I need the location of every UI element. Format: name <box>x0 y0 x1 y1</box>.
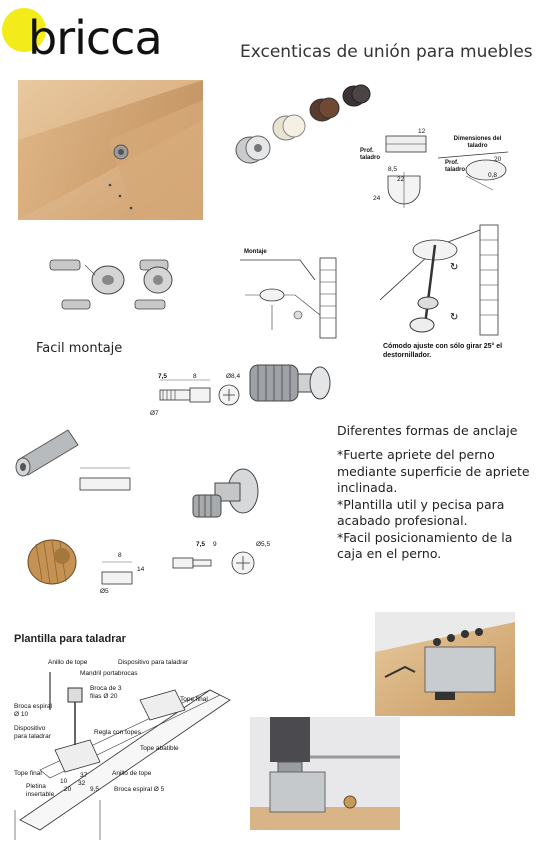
label-broca-3filas: Broca de 3 filas Ø 20 <box>90 685 122 700</box>
dim-bolt-9: 9 <box>213 541 217 548</box>
dim-bolt-diam-5-5: Ø5,5 <box>256 541 271 548</box>
dim-22: 22 <box>397 176 405 183</box>
expander-bolt <box>240 350 335 415</box>
dim-diam-7: Ø7 <box>150 410 159 417</box>
features-heading: Diferentes formas de anclaje <box>337 423 518 438</box>
brand-logo: bricca <box>28 11 162 65</box>
num-10: 10 <box>60 778 68 785</box>
dim-insert-14: 14 <box>137 566 145 573</box>
label-regla: Regla con topes <box>94 729 141 736</box>
num-37: 37 <box>80 772 88 779</box>
dim-8-5: 8,5 <box>388 166 398 173</box>
num-32: 32 <box>78 780 86 787</box>
label-montaje: Montaje <box>244 249 267 255</box>
dim-0-8: 0,8 <box>488 172 498 179</box>
label-broca-10: Broca espiral Ø 10 <box>14 703 52 718</box>
cam-brown <box>310 98 339 121</box>
montaje-drawing <box>240 250 340 340</box>
plantilla-title: Plantilla para taladrar <box>14 633 126 645</box>
label-anillo-tope-2: Anillo de tope <box>112 770 152 777</box>
label-tope-final-2: Tope final <box>14 770 42 777</box>
wood-panel-photo <box>18 80 203 220</box>
feature-item: *Plantilla util y pecisa para acabado profesional. <box>337 496 505 528</box>
page-title: Excenticas de unión para muebles <box>240 42 533 62</box>
parts-assembly <box>40 250 190 330</box>
eccentric-cams-colors <box>228 80 378 175</box>
feature-item: *Fuerte apriete del perno mediante superficie de apriete inclinada. <box>337 447 530 495</box>
jig-photo <box>375 612 515 716</box>
dim-insert-8: 8 <box>118 552 122 559</box>
plantilla-diagram <box>10 650 240 840</box>
label-tope-abatible: Tope abatible <box>140 745 179 752</box>
label-anillo-tope-1: Anillo de tope <box>48 659 88 666</box>
label-prof-taladro-1: Prof. taladro <box>360 148 381 161</box>
mushroom-bolt <box>185 465 265 535</box>
dim-bolt-7-5: 7,5 <box>196 541 206 548</box>
drill-photo <box>250 717 400 830</box>
label-dimensiones: Dimensiones del taladro <box>453 136 502 149</box>
svg-text:↻: ↻ <box>450 312 459 323</box>
svg-text:↻: ↻ <box>450 262 459 273</box>
dim-20: 20 <box>494 156 502 163</box>
label-mandril: Mandril portabrocas <box>80 670 138 677</box>
caption-facil-montaje: Facil montaje <box>36 341 123 356</box>
dim-12: 12 <box>418 128 426 135</box>
dim-8: 8 <box>193 373 197 380</box>
label-broca-5: Broca espiral Ø 5 <box>114 786 165 793</box>
brass-insert <box>22 530 82 590</box>
dim-7-5: 7,5 <box>158 373 168 380</box>
label-tope-final-1: Tope final <box>180 696 208 703</box>
dim-24: 24 <box>373 195 381 202</box>
num-9-5: 9,5 <box>90 786 100 793</box>
label-dispositivo-2: Dispositivo para taladrar <box>14 725 51 740</box>
dim-diam-8-4: Ø8,4 <box>226 373 241 380</box>
feature-item: *Facil posicionamiento de la caja en el perno. <box>337 529 513 561</box>
caption-comodo-ajuste: Cómodo ajuste con sólo girar 25° el destornillador. <box>383 343 503 359</box>
screwdriver-drawing <box>380 225 510 340</box>
sleeve-dimension-drawing <box>75 460 145 500</box>
dim-insert-diam-5: Ø5 <box>100 588 109 595</box>
num-20: 20 <box>64 786 72 793</box>
cam-dark <box>343 85 370 106</box>
features-list <box>337 447 537 563</box>
cam-silver <box>236 136 270 163</box>
threaded-sleeve <box>8 425 83 485</box>
label-pletina: Pletina insertable <box>26 783 55 798</box>
cam-beige <box>273 115 305 140</box>
label-dispositivo-1: Dispositivo para taladrar <box>118 659 189 666</box>
label-prof-taladro-2: Prof. taladro <box>445 160 466 173</box>
